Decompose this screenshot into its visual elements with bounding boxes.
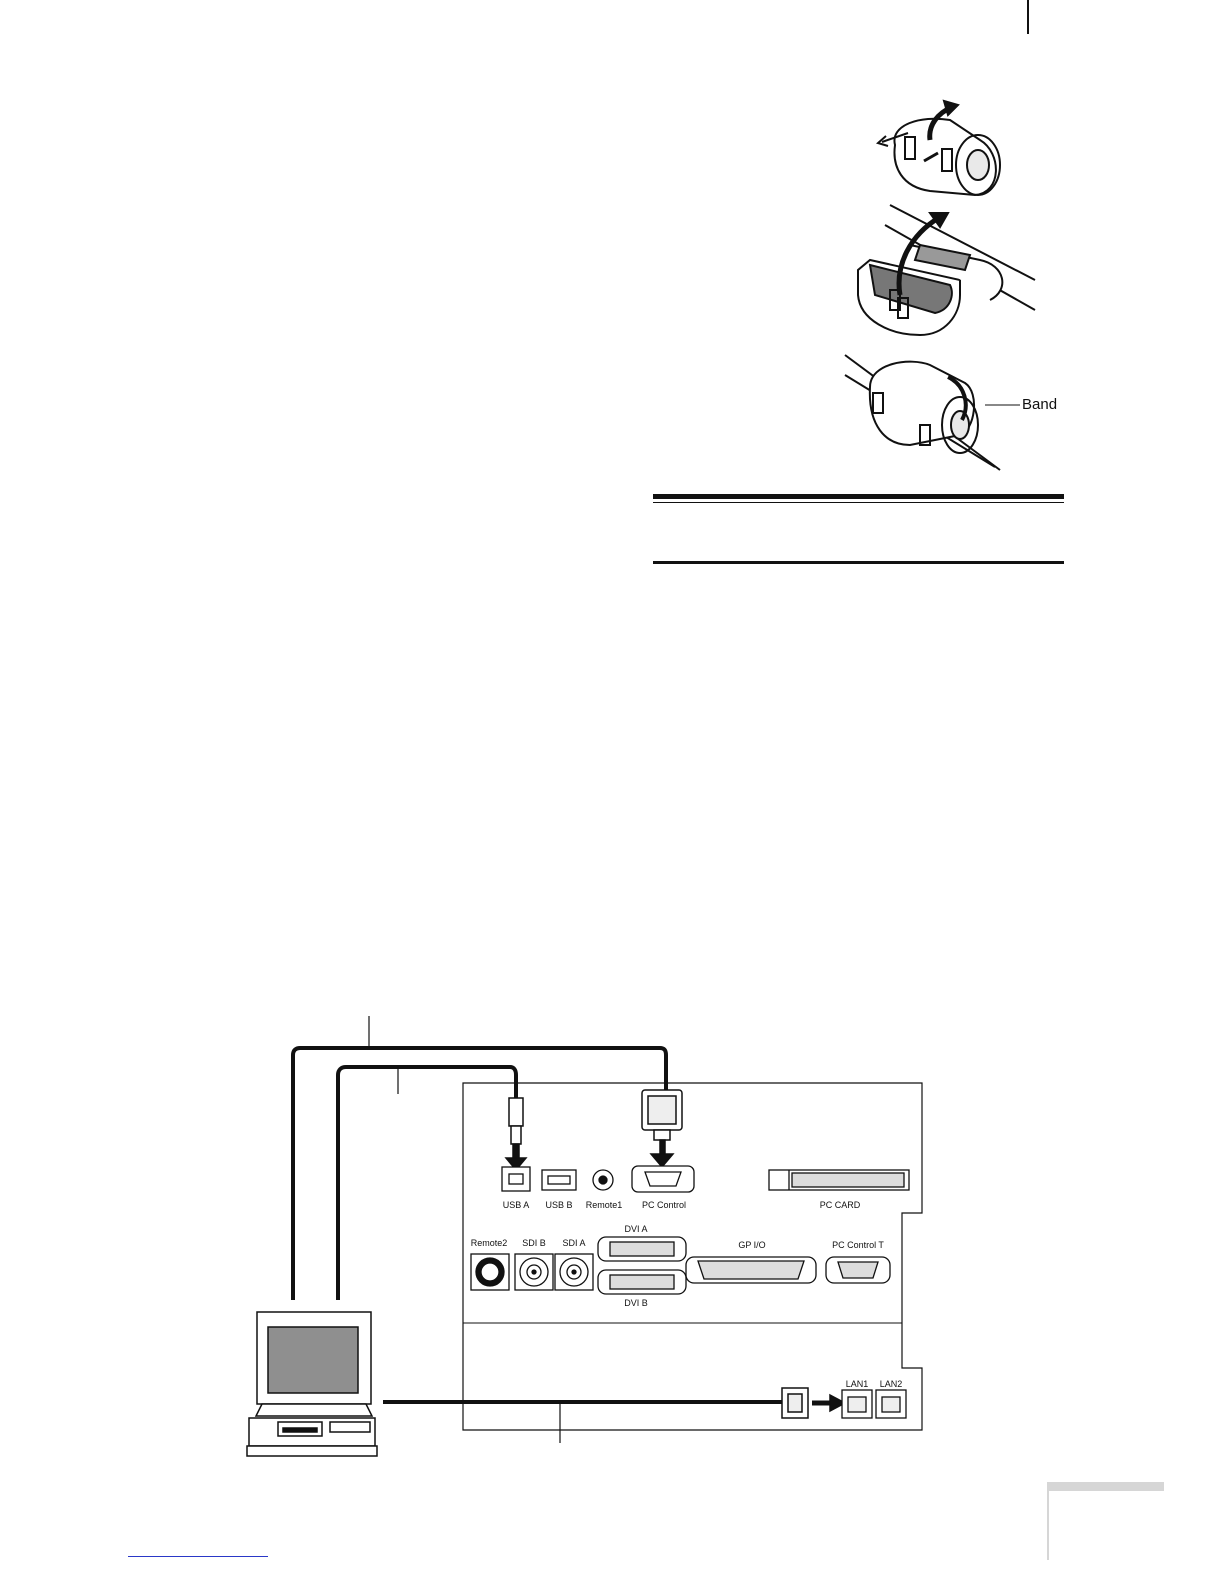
usb-a-label: USB A: [502, 1200, 530, 1210]
folio-tab: [1049, 1482, 1164, 1491]
note-top-rule-thin: [653, 502, 1064, 503]
ferrite-step-3: [845, 355, 1020, 470]
page-margin-rule: [1027, 0, 1029, 34]
pc-control-t-label: PC Control T: [832, 1240, 884, 1250]
folio-divider: [1047, 1482, 1049, 1560]
remote2-label: Remote2: [470, 1238, 508, 1248]
connection-diagram: [240, 1010, 930, 1460]
lan1-label: LAN1: [845, 1379, 869, 1389]
note-bottom-rule: [653, 561, 1064, 564]
dvi-b-label: DVI B: [624, 1298, 648, 1308]
ferrite-core-illustration: [830, 95, 1060, 480]
sdi-a-label: SDI A: [562, 1238, 586, 1248]
pc-card-label: PC CARD: [819, 1200, 861, 1210]
computer-illustration: [247, 1312, 377, 1456]
dvi-a-label: DVI A: [624, 1224, 648, 1234]
band-label: Band: [1022, 396, 1058, 413]
usb-b-label: USB B: [545, 1200, 573, 1210]
note-top-rule: [653, 494, 1064, 499]
footer-link-underline[interactable]: [128, 1556, 268, 1557]
ferrite-step-1: [878, 101, 1000, 195]
sdi-b-label: SDI B: [522, 1238, 546, 1248]
pc-control-label: PC Control: [641, 1200, 687, 1210]
lan2-label: LAN2: [879, 1379, 903, 1389]
monitor-screen: [268, 1327, 358, 1393]
ferrite-step-2: [858, 205, 1035, 335]
remote1-label: Remote1: [585, 1200, 623, 1210]
gp-io-label: GP I/O: [738, 1240, 766, 1250]
